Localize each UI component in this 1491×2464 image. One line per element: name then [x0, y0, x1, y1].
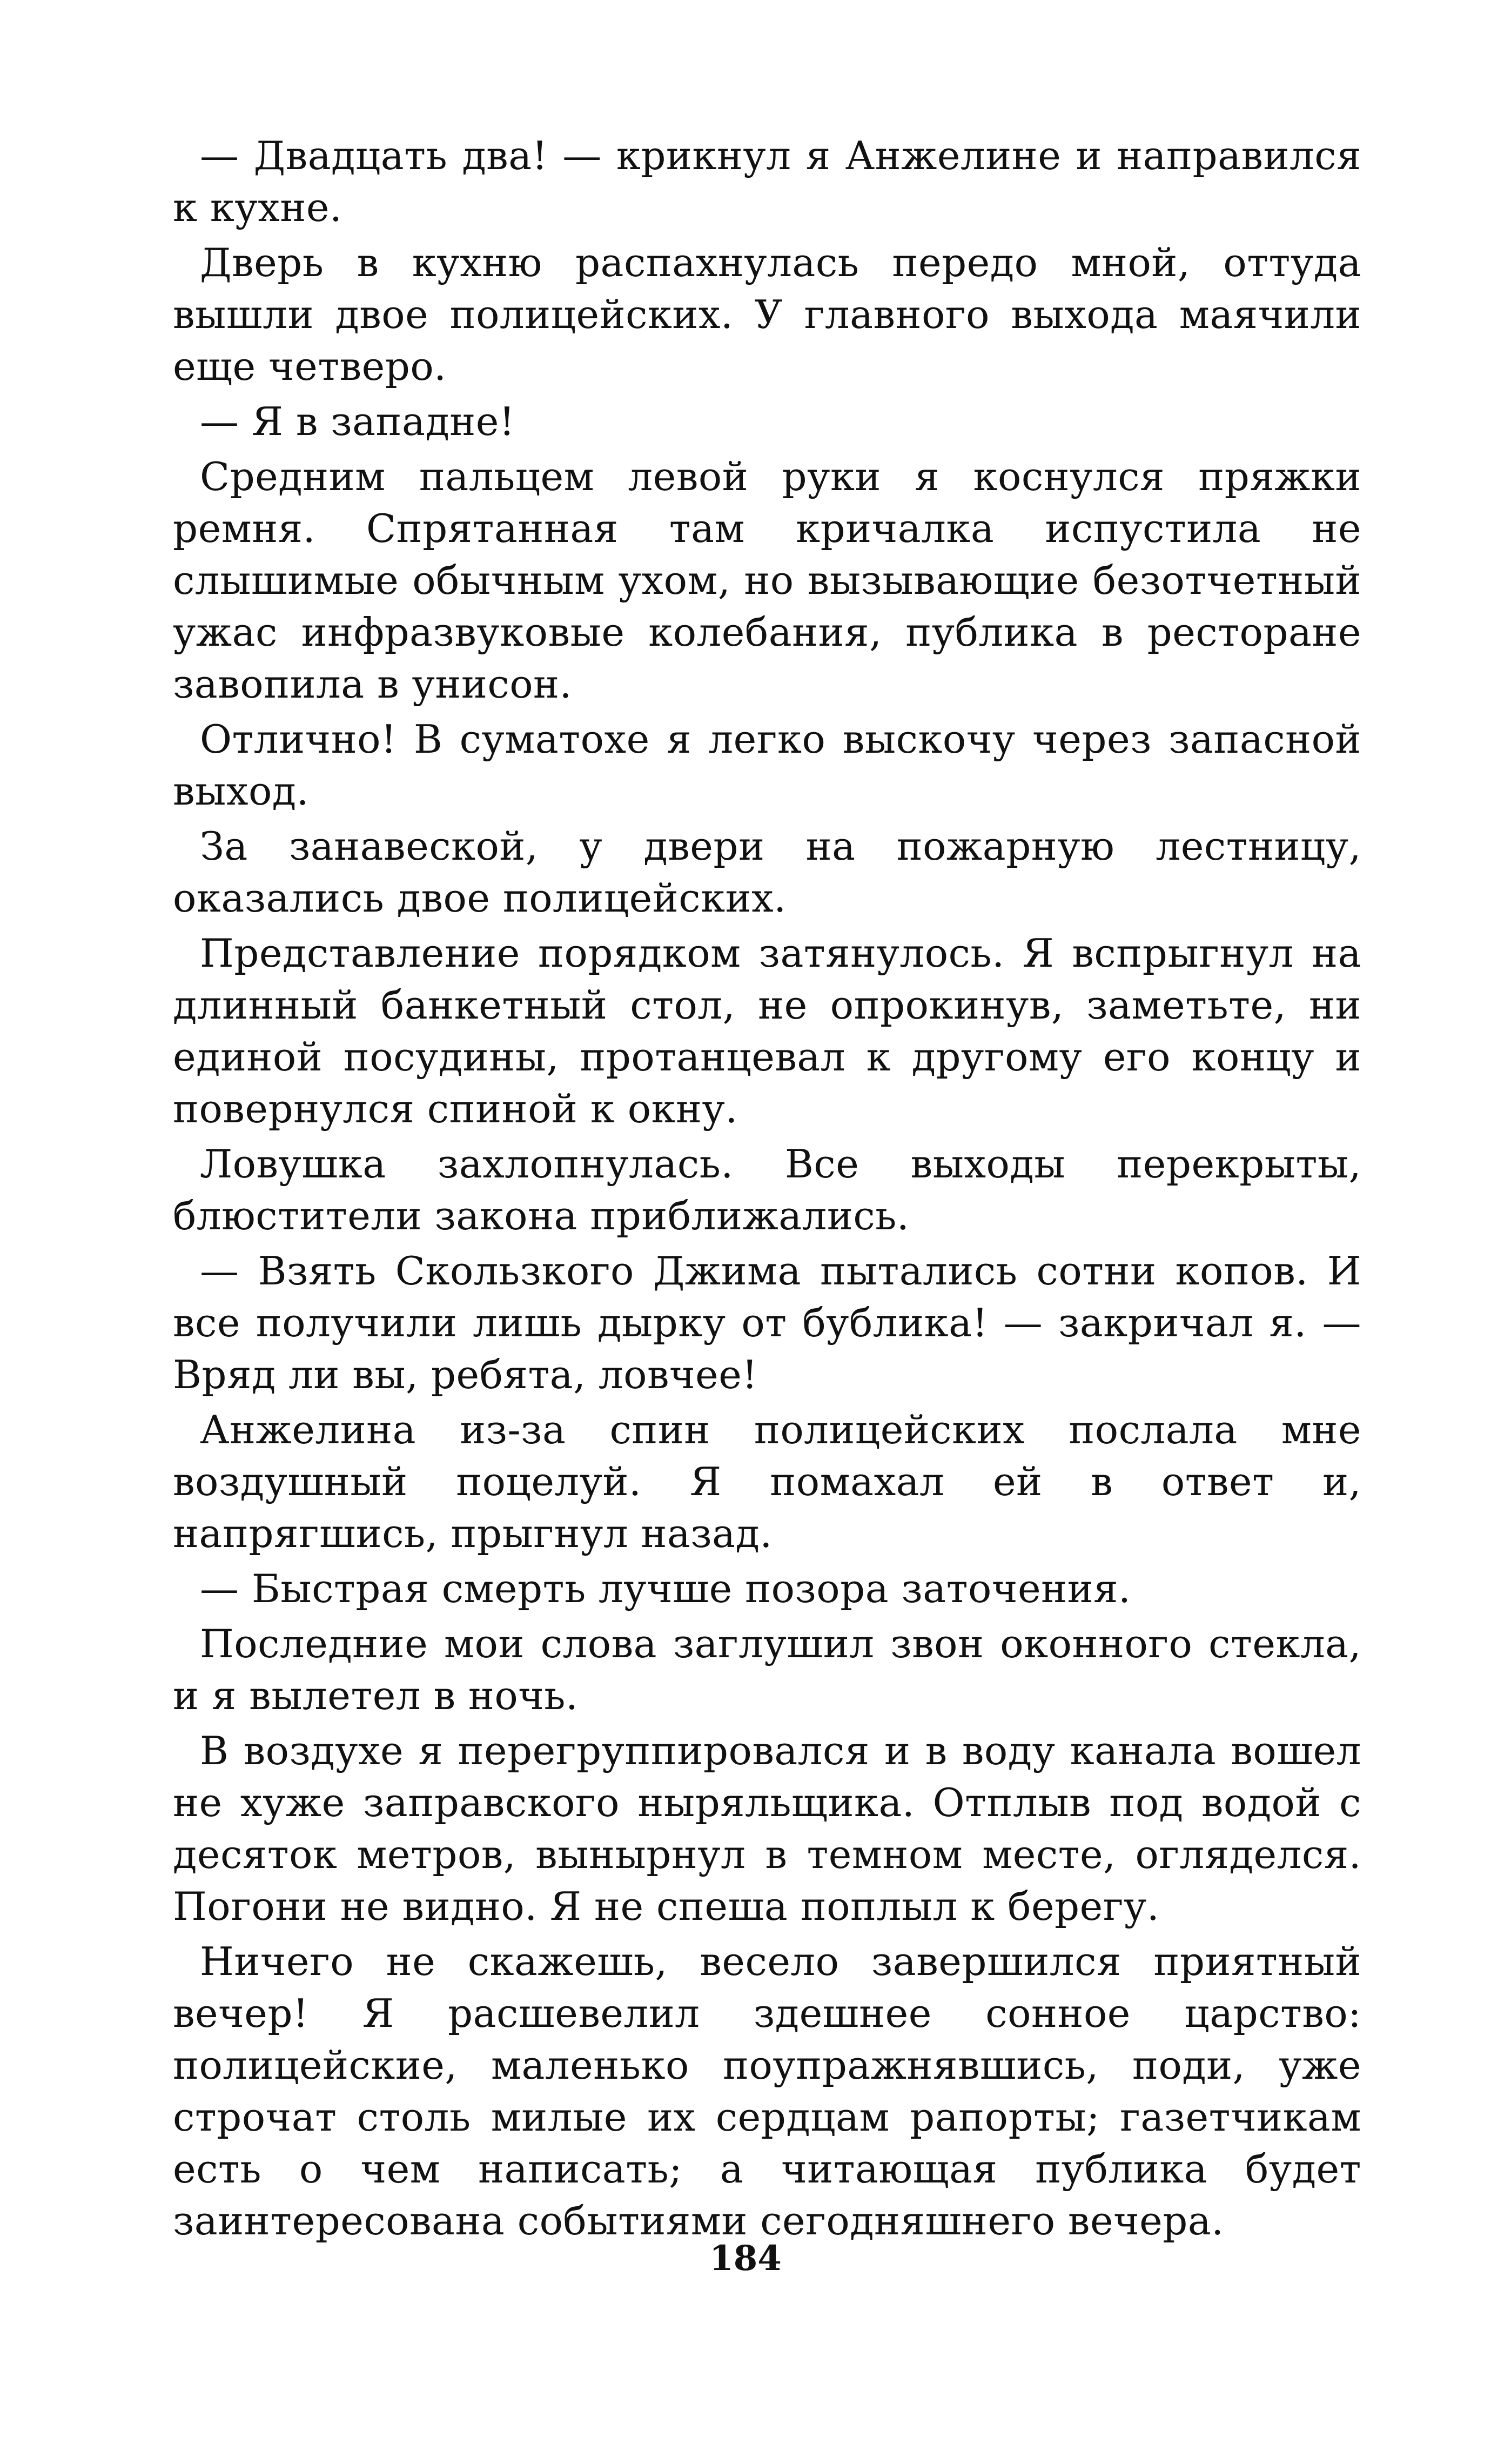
paragraph-7: Представление порядком затянулось. Я вспрыгнул на длинный банкетный стол, не опрокинув, заметьте, ни единой посудины, протанцевал к другому его концу и повернулся спиной к окну. [173, 930, 1361, 1131]
paragraph-13: В воздухе я перегруппировался и в воду канала вошел не хуже заправского ныряльщика. Отплыв под водой с десяток метров, вынырнул в темном месте, огляделся. Погони не видно. Я не спеша поплыл к берегу. [173, 1728, 1361, 1929]
paragraph-5: Отлично! В суматохе я легко выскочу через запасной выход. [173, 717, 1361, 814]
paragraph-2: Дверь в кухню распахнулась передо мной, оттуда вышли двое полицейских. У главного выхода маячили еще четверо. [173, 240, 1361, 389]
paragraph-3: — Я в западне! [200, 399, 515, 444]
body-text [173, 130, 1361, 2247]
paragraph-4: Средним пальцем левой руки я коснулся пряжки ремня. Спрятанная там кричалка испустила не слышимые обычным ухом, но вызывающие безотчетный ужас инфразвуковые колебания, публика в ресторане завопила в унисон. [173, 454, 1361, 707]
paragraph-14: Ничего не скажешь, весело завершился приятный вечер! Я расшевелил здешнее сонное царство: полицейские, маленько поупражнявшись, поди, уже строчат столь милые их сердцам рапорты; газетчикам есть о чем написать; а читающая публика будет заинтересована событиями сегодняшнего вечера. [173, 1939, 1361, 2244]
page-number: 184 [709, 2238, 782, 2279]
paragraph-9: — Взять Скользкого Джима пытались сотни копов. И все получили лишь дырку от бублика! — закричал я. — Вряд ли вы, ребята, ловчее! [173, 1248, 1361, 1397]
paragraph-1: — Двадцать два! — крикнул я Анжелине и направился к кухне. [173, 133, 1361, 230]
paragraph-8: Ловушка захлопнулась. Все выходы перекрыты, блюстители закона приближались. [173, 1141, 1361, 1238]
paragraph-11: — Быстрая смерть лучше позора заточения. [200, 1566, 1131, 1611]
paragraph-10: Анжелина из-за спин полицейских послала мне воздушный поцелуй. Я помахал ей в ответ и, напрягшись, прыгнул назад. [173, 1407, 1361, 1556]
paragraph-6: За занавеской, у двери на пожарную лестницу, оказались двое полицейских. [173, 823, 1361, 921]
paragraph-12: Последние мои слова заглушил звон оконного стекла, и я вылетел в ночь. [173, 1621, 1361, 1718]
